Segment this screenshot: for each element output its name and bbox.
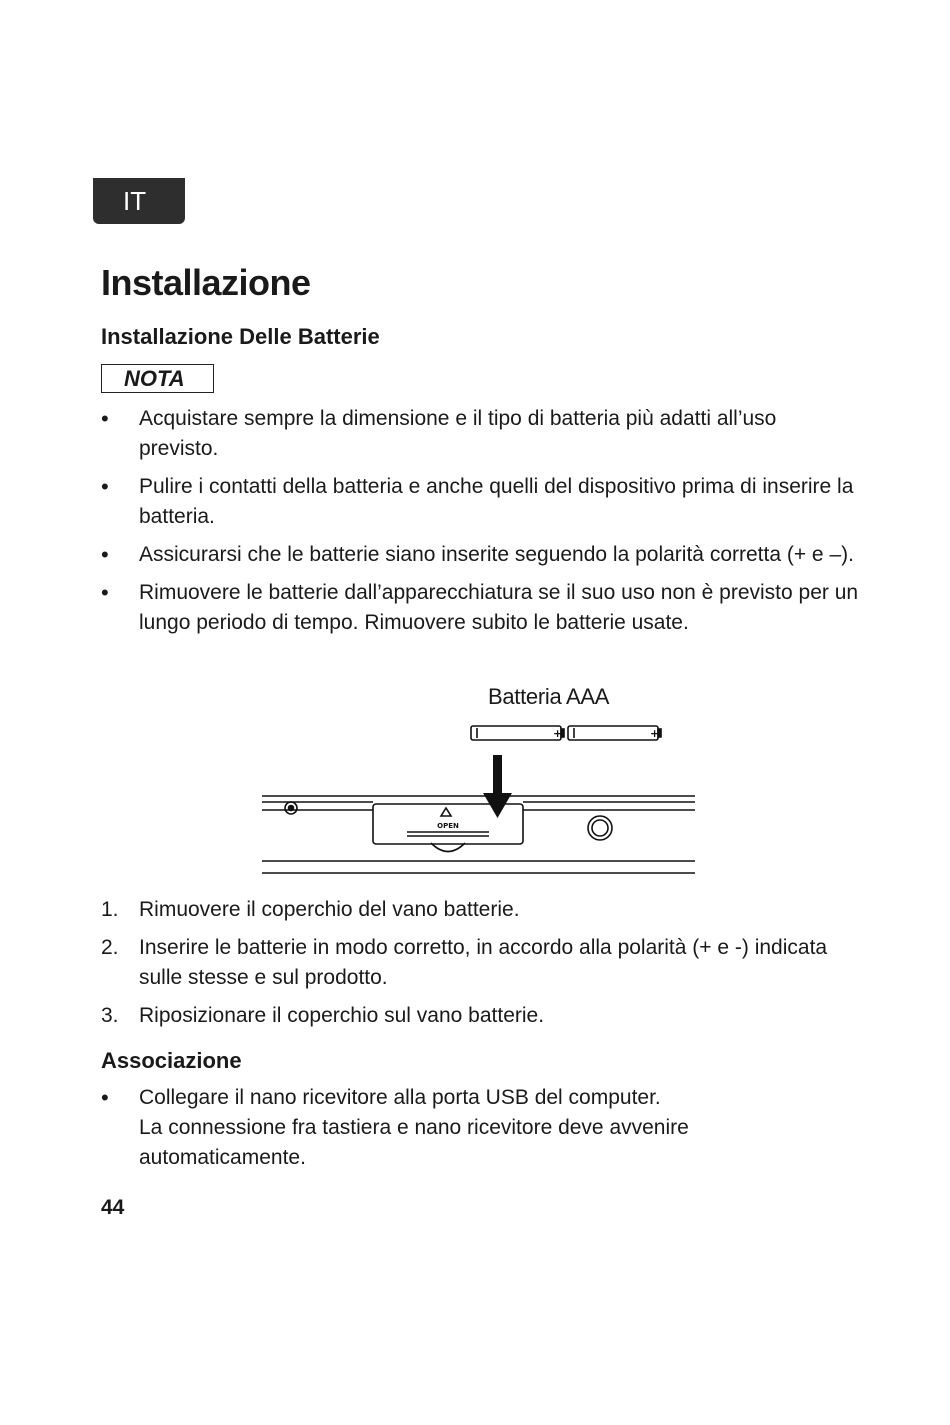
list-item: • Rimuovere le batterie dall’apparecchiatura se il suo uso non è previsto per un lungo periodo di tempo. Rimuovere subito le batterie usate. (101, 578, 861, 638)
step-text: Rimuovere il coperchio del vano batterie. (139, 898, 520, 921)
step-number: 3. (101, 1004, 119, 1027)
note-bullet-list (101, 404, 861, 638)
installation-steps (101, 895, 861, 1031)
pairing-bullet-list (101, 1083, 861, 1173)
page-number: 44 (101, 1196, 125, 1219)
battery-diagram-label: Batteria AAA (488, 684, 610, 709)
battery-compartment-diagram (255, 680, 700, 885)
battery-plus-mark: + (553, 727, 563, 740)
list-item (101, 933, 861, 993)
cover-open-label: OPEN (437, 822, 459, 830)
pairing-heading: Associazione (101, 1048, 242, 1073)
step-text: Riposizionare il coperchio sul vano batterie. (139, 1004, 545, 1027)
battery-plus-mark: + (650, 727, 660, 740)
note-label: NOTA (101, 364, 214, 393)
list-item: • Assicurarsi che le batterie siano inserite seguendo la polarità corretta (+ e –). (101, 540, 861, 570)
aaa-battery-icon (568, 726, 661, 740)
step-text: Inserire le batterie in modo corretto, in accordo alla polarità (+ e -) indicata sulle stesse e sul prodotto. (139, 936, 828, 989)
page-title: Installazione (101, 262, 311, 303)
list-item: • Pulire i contatti della batteria e anche quelli del dispositivo prima di inserire la batteria. (101, 472, 861, 532)
step-number: 1. (101, 898, 119, 921)
list-item: • Acquistare sempre la dimensione e il tipo di batteria più adatti all’uso previsto. (101, 404, 861, 464)
list-item (101, 1001, 861, 1031)
language-tab: IT (93, 178, 185, 224)
list-item (101, 895, 861, 925)
pairing-line: La connessione fra tastiera e nano ricevitore deve avvenire automaticamente. (139, 1116, 689, 1169)
pairing-line: • Collegare il nano ricevitore alla porta USB del computer. (139, 1086, 661, 1109)
list-item (101, 1083, 861, 1173)
aaa-battery-icon (471, 726, 564, 740)
down-arrow-icon (483, 755, 512, 818)
step-number: 2. (101, 936, 119, 959)
open-triangle-icon (441, 808, 451, 816)
battery-installation-heading: Installazione Delle Batterie (101, 324, 380, 349)
